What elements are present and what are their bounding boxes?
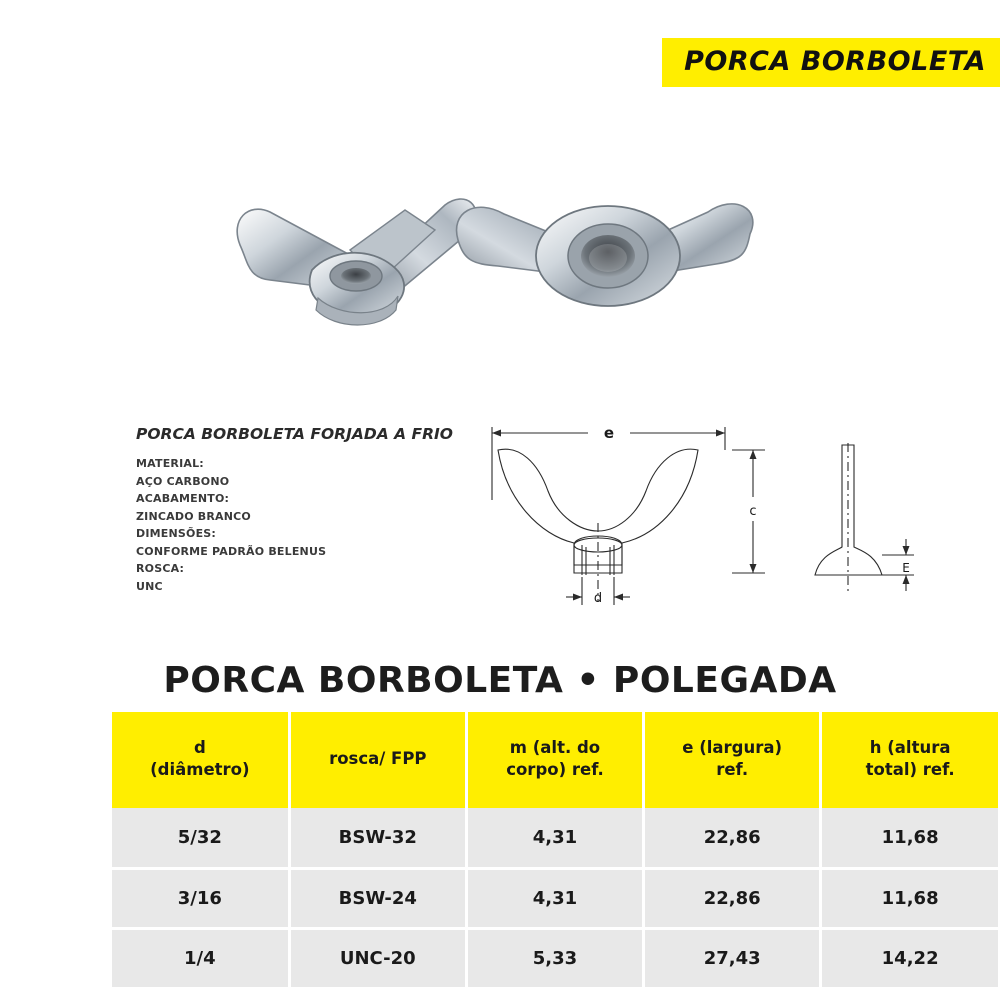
- col-header-line: d: [193, 738, 206, 757]
- cell-rosca: BSW-24: [289, 868, 466, 928]
- table-row: [112, 808, 998, 868]
- cell-m: 5,33: [466, 928, 643, 988]
- cell-e: 22,86: [644, 868, 821, 928]
- spec-line: UNC: [136, 579, 163, 593]
- spec-line: AÇO CARBONO: [136, 474, 230, 488]
- wing-nut-top-view-icon: [457, 204, 753, 306]
- dim-label-c: c: [749, 504, 757, 519]
- cell-h: 11,68: [821, 808, 998, 868]
- dim-label-e: e: [603, 424, 615, 442]
- wing-nut-photo-svg: [200, 150, 800, 360]
- technical-drawing: [470, 405, 940, 645]
- spec-line: CONFORME PADRÃO BELENUS: [136, 544, 327, 558]
- col-header-line: e (largura): [682, 738, 783, 757]
- spec-line: ROSCA:: [136, 562, 185, 575]
- page-title: PORCA BORBOLETA: [684, 46, 986, 77]
- cell-h: 11,68: [821, 868, 998, 928]
- spec-table-wrapper: [112, 712, 998, 990]
- col-header-line: (diâmetro): [150, 760, 250, 779]
- spec-list: [136, 455, 466, 595]
- cell-diameter: 1/4: [112, 928, 289, 988]
- spec-line: DIMENSÕES:: [136, 527, 216, 540]
- specification-block: [136, 425, 466, 595]
- table-row: [112, 928, 998, 988]
- spec-line: ZINCADO BRANCO: [136, 509, 251, 523]
- cell-diameter: 3/16: [112, 868, 289, 928]
- cell-rosca: UNC-20: [289, 928, 466, 988]
- header-banner: [662, 38, 1000, 87]
- technical-drawing-svg: [470, 405, 940, 645]
- col-header-line: total) ref.: [865, 760, 955, 779]
- table-row: [112, 868, 998, 928]
- col-header-line: rosca/ FPP: [329, 749, 427, 768]
- table-body: [112, 808, 998, 988]
- col-header-line: ref.: [716, 760, 749, 779]
- product-photo: [200, 150, 800, 360]
- col-header-line: h (altura: [869, 738, 951, 757]
- cell-rosca: BSW-32: [289, 808, 466, 868]
- spec-table: [112, 712, 998, 990]
- spec-line: ACABAMENTO:: [136, 492, 230, 505]
- cell-m: 4,31: [466, 808, 643, 868]
- cell-diameter: 5/32: [112, 808, 289, 868]
- wing-nut-perspective-icon: [237, 199, 476, 325]
- dim-label-E: E: [902, 561, 910, 575]
- col-header-diameter: [112, 712, 289, 808]
- col-header-rosca: [289, 712, 466, 808]
- section-title: PORCA BORBOLETA • POLEGADA: [163, 660, 837, 701]
- cell-m: 4,31: [466, 868, 643, 928]
- table-header: [112, 712, 998, 808]
- col-header-e: [644, 712, 821, 808]
- table-header-row: [112, 712, 998, 808]
- cell-e: 27,43: [644, 928, 821, 988]
- spec-title: PORCA BORBOLETA FORJADA A FRIO: [136, 425, 453, 443]
- dim-label-d: d: [593, 591, 603, 606]
- cell-e: 22,86: [644, 808, 821, 868]
- spec-line: MATERIAL:: [136, 457, 204, 470]
- col-header-line: m (alt. do: [509, 738, 601, 757]
- cell-h: 14,22: [821, 928, 998, 988]
- col-header-line: corpo) ref.: [506, 760, 604, 779]
- col-header-m: [466, 712, 643, 808]
- col-header-h: [821, 712, 998, 808]
